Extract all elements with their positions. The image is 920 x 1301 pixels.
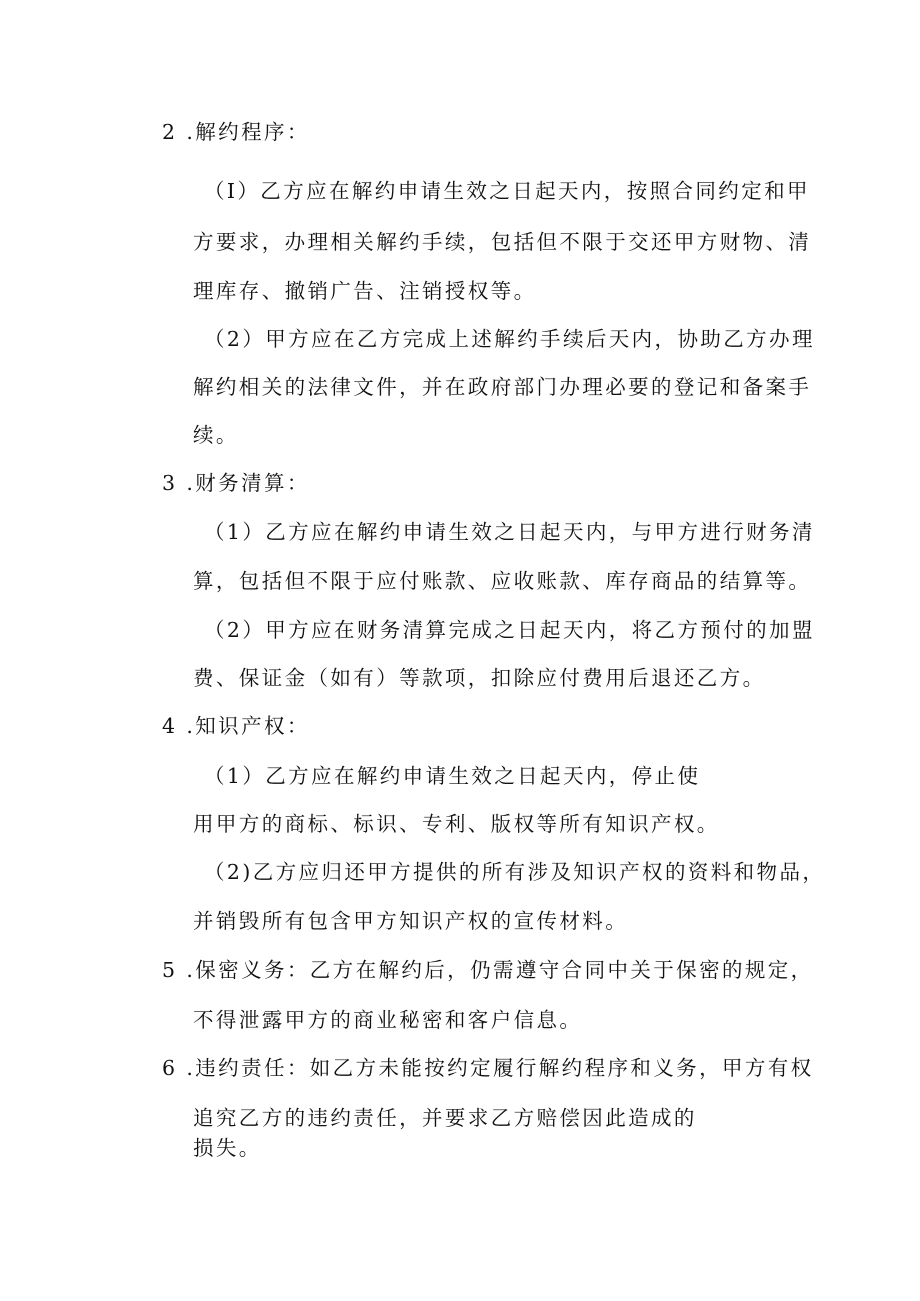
- section-heading-3: 3 .财务清算：: [162, 471, 310, 495]
- paragraph-line: （1）乙方应在解约申请生效之日起天内，与甲方进行财务清: [204, 520, 815, 544]
- paragraph-line: 续。: [193, 423, 239, 447]
- paragraph-line: 方要求，办理相关解约手续，包括但不限于交还甲方财物、清: [193, 230, 812, 254]
- paragraph-line: 解约相关的法律文件，并在政府部门办理必要的登记和备案手: [193, 375, 812, 399]
- paragraph-line: （2）甲方应在财务清算完成之日起天内，将乙方预付的加盟: [204, 618, 815, 642]
- paragraph-line: 并销毁所有包含甲方知识产权的宣传材料。: [193, 909, 629, 933]
- paragraph-line: 追究乙方的违约责任，并要求乙方赔偿因此造成的: [193, 1106, 697, 1130]
- section-heading-6: 6 .违约责任：如乙方未能按约定履行解约程序和义务，甲方有权: [162, 1056, 814, 1080]
- section-heading-5: 5 .保密义务：乙方在解约后，仍需遵守合同中关于保密的规定，: [162, 958, 814, 982]
- paragraph-line: 不得泄露甲方的商业秘密和客户信息。: [193, 1008, 583, 1032]
- paragraph-line: （I）乙方应在解约申请生效之日起天内，按照合同约定和甲: [204, 179, 810, 203]
- paragraph-line: 理库存、撤销广告、注销授权等。: [193, 279, 537, 303]
- section-heading-4: 4 .知识产权：: [162, 714, 310, 738]
- paragraph-line: （2)乙方应归还甲方提供的所有涉及知识产权的资料和物品，: [204, 860, 826, 884]
- paragraph-line: （1）乙方应在解约申请生效之日起天内，停止使: [204, 764, 701, 788]
- paragraph-line: 用甲方的商标、标识、专利、版权等所有知识产权。: [193, 812, 720, 836]
- paragraph-line: 损失。: [193, 1136, 262, 1160]
- paragraph-line: （2）甲方应在乙方完成上述解约手续后天内，协助乙方办理: [204, 327, 815, 351]
- section-heading-2: 2 .解约程序：: [162, 120, 310, 144]
- paragraph-line: 算，包括但不限于应付账款、应收账款、库存商品的结算等。: [193, 569, 812, 593]
- paragraph-line: 费、保证金（如有）等款项，扣除应付费用后退还乙方。: [193, 666, 766, 690]
